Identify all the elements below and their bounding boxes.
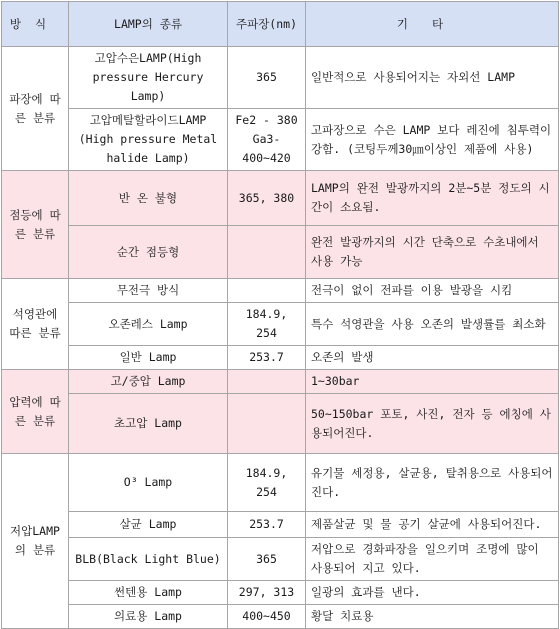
table-row xyxy=(2,581,559,605)
category-cell: 점등에 따른 분류 xyxy=(2,171,69,279)
wavelength-cell xyxy=(228,394,306,454)
note-cell: 저압으로 경화파장을 일으키며 조명에 많이 사용되어 지고 있다. xyxy=(306,538,559,581)
wavelength-cell: 365 xyxy=(228,47,306,109)
lamp-type-cell: 의료용 Lamp xyxy=(69,605,228,629)
wavelength-cell xyxy=(228,279,306,303)
table-row xyxy=(2,605,559,629)
table-row xyxy=(2,394,559,454)
lamp-type-cell: 고압메탈할라이드LAMP (High pressure Metal halide Lamp) xyxy=(69,109,228,171)
header-row xyxy=(2,2,559,47)
note-cell: 50~150bar 포토, 사진, 전자 등 에칭에 사용되어진다. xyxy=(306,394,559,454)
lamp-type-cell: 초고압 Lamp xyxy=(69,394,228,454)
table-row xyxy=(2,303,559,346)
header-method: 방식 xyxy=(2,2,69,47)
wavelength-cell: 400~450 xyxy=(228,605,306,629)
wavelength-cell: 184.9, 254 xyxy=(228,303,306,346)
table-row xyxy=(2,279,559,303)
wavelength-cell: Fe2 - 380 Ga3- 400~420 xyxy=(228,109,306,171)
note-cell: LAMP의 완전 발광까지의 2분~5분 정도의 시간이 소요됨. xyxy=(306,171,559,226)
table-row xyxy=(2,370,559,394)
lamp-type-cell: 썬텐용 Lamp xyxy=(69,581,228,605)
lamp-type-cell: 오존레스 Lamp xyxy=(69,303,228,346)
header-type: LAMP의 종류 xyxy=(69,2,228,47)
lamp-type-cell: 고/중압 Lamp xyxy=(69,370,228,394)
lamp-classification-table xyxy=(1,1,559,629)
category-cell: 파장에 따른 분류 xyxy=(2,47,69,171)
wavelength-cell: 365, 380 xyxy=(228,171,306,226)
lamp-type-cell: 일반 Lamp xyxy=(69,346,228,370)
note-cell: 일반적으로 사용되어지는 자외선 LAMP xyxy=(306,47,559,109)
lamp-type-cell: 살균 Lamp xyxy=(69,512,228,538)
lamp-type-cell: BLB(Black Light Blue) xyxy=(69,538,228,581)
lamp-type-cell: O³ Lamp xyxy=(69,454,228,512)
table-row xyxy=(2,47,559,109)
wavelength-cell: 365 xyxy=(228,538,306,581)
note-cell: 특수 석영관을 사용 오존의 발생률를 최소화 xyxy=(306,303,559,346)
wavelength-cell: 253.7 xyxy=(228,346,306,370)
lamp-type-cell: 고압수은LAMP(High pressure Hercury Lamp) xyxy=(69,47,228,109)
wavelength-cell: 297, 313 xyxy=(228,581,306,605)
note-cell: 제품살균 및 물 공기 살균에 사용되어진다. xyxy=(306,512,559,538)
lamp-type-cell: 반 온 불형 xyxy=(69,171,228,226)
table-row xyxy=(2,538,559,581)
table-row xyxy=(2,512,559,538)
note-cell: 유기물 세정용, 살균용, 탈취용으로 사용되어진다. xyxy=(306,454,559,512)
table-row xyxy=(2,454,559,512)
table-row xyxy=(2,346,559,370)
note-cell: 전극이 없이 전파를 이용 발광을 시킴 xyxy=(306,279,559,303)
header-wavelength: 주파장(nm) xyxy=(228,2,306,47)
note-cell: 완전 발광까지의 시간 단축으로 수초내에서 사용 가능 xyxy=(306,226,559,279)
table-row xyxy=(2,109,559,171)
category-cell: 압력에 따른 분류 xyxy=(2,370,69,454)
category-cell: 석영관에 따른 분류 xyxy=(2,279,69,370)
note-cell: 일광의 효과를 낸다. xyxy=(306,581,559,605)
wavelength-cell xyxy=(228,226,306,279)
note-cell: 황달 치료용 xyxy=(306,605,559,629)
lamp-type-cell: 순간 점등형 xyxy=(69,226,228,279)
wavelength-cell: 253.7 xyxy=(228,512,306,538)
note-cell: 오존의 발생 xyxy=(306,346,559,370)
category-cell: 저압LAMP의 분류 xyxy=(2,454,69,629)
note-cell: 고파장으로 수은 LAMP 보다 레진에 침투력이 강함. (코팅두께30㎛이상인 제품에 사용) xyxy=(306,109,559,171)
wavelength-cell: 184.9, 254 xyxy=(228,454,306,512)
lamp-type-cell: 무전극 방식 xyxy=(69,279,228,303)
header-etc: 기타 xyxy=(306,2,559,47)
wavelength-cell xyxy=(228,370,306,394)
table-row xyxy=(2,171,559,226)
table-row xyxy=(2,226,559,279)
note-cell: 1~30bar xyxy=(306,370,559,394)
